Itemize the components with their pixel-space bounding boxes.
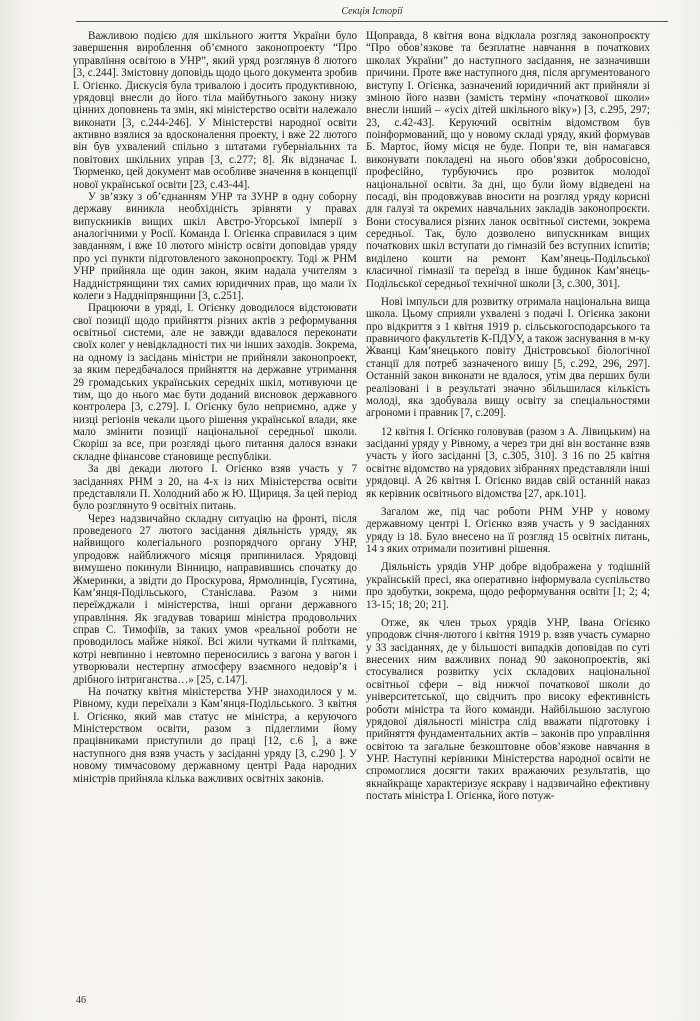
paragraph: Працюючи в уряді, І. Огієнку доводилося відстоювати свої позиції щодо прийняття різних актів з реформування освітньої системи, але не завжди вдавалося переконати своїх колег у невідкладності тих чи інших заходів. Зокрема, на одному із засідань міністри не прийняли законопроект, за яким передбачалося прийняття на державне утримання 29 громадських українських середніх шкіл, мотивуючи це тим, що до нього має бути доданий висновок державного контролера [3, с.279]. І. Огієнку було неприємно, адже у низці регіонів чекали цього рішення української влади, яке мало змінити позиції національної середньої школи. Скоріш за все, при розгляді цього питання далося взнаки складне фінансове становище республіки. [73,302,357,463]
paragraph: За дві декади лютого І. Огієнко взяв участь у 7 засіданнях РНМ з 20, на 4-х із них Міністерства освіти представляли П. Холодний або ж Ю. Щириця. За цей період було розглянуто 9 освітніх питань. [73,463,357,513]
running-header: Секція Історії [341,6,403,17]
paragraph: Важливою подією для шкільного життя України було завершення вироблення об’ємного законопроекту “Про управління освітою в УНР”, який уряд розглянув 8 лютого [3, с.244]. Змістовну доповідь щодо цього документа зробив І. Огієнко. Дискусія була тривалою і досить продуктивною, урядовці внесли до його тіла майбутнього закону низку цінних доповнень та змін, які міністерство освіти належало виконати [3, с.244-246]. У Міністерстві народної освіти активно взялися за вдосконалення проекту, і вже 22 лютого він був ухвалений спільно з штатами губернiальних та повітових шкільних управ [3, с.277; 8]. Як відзначає І. Тюрменко, цей документ мав особливе значення в концепції нової української освіти [23, с.43-44]. [73,30,357,191]
header-rule [76,21,668,22]
paragraph: Отже, як член трьох урядів УНР, Івана Огієнко упродовж січня-лютого і квітня 1919 р. взяв участь сумарно у 33 засіданнях, де у більшості випадків доповідав по суті внесених ним важливих понад 90 законопроектів, які стосувалися розвитку усіх складових національної освітньої сфери – від нижчої початкової школи до університетської, що свідчить про високу ефективність роботи міністра та його команди. Найбільшою заслугою урядової діяльності міністра слід вважати підготовку і прийняття фундаментальних актів – законів про управління освітою та загальне безкоштовне обов’язкове навчання в УНР. Наступні керівники Міністерства народної освіти не спромоглися досягти таких вражаючих результатів, що якнайкраще характеризує яскраву і надзвичайно ефективну постать міністра І. Огієнка, його потуж- [366,616,650,803]
right-text-column [366,30,650,803]
page-number: 46 [76,995,86,1006]
left-text-column [73,30,357,785]
paragraph: Діяльність урядів УНР добре відображена у тодішній українській пресі, яка оперативно інформувала суспільство про здобутки, зокрема, щодо реформування освіти [1; 2; 4; 13-15; 18; 20; 21]. [366,561,650,611]
paragraph: 12 квітня І. Огієнко головував (разом з А. Лівицьким) на засіданні уряду у Рівному, а через три дні він востаннє взяв участь у його засіданні [3, с.305, 310]. З 16 по 25 квітня освітнє відомство на урядових зібраннях представляли інші урядовці. А 26 квітня І. Огієнко видав свій останній наказ як керівник освітнього відомства [27, арк.101]. [366,425,650,500]
paragraph: Нові імпульси для розвитку отримала національна вища школа. Цьому сприяли ухвалені з подачі І. Огієнка закони про відкриття з 1 квітня 1919 р. сільськогосподарського та правничого факультетів К-ПДУУ, а також заснування в м-ку Жванці Кам’янецького повіту Дністровської біологічної станції для потреб зазначеного вишу [5, с.292, 296, 297]. Останній закон виконати не вдалося, утім два перших були реалізовані і в результаті значно збільшилася кількість молоді, яка здобувала вищу освіту за спеціальностями агрономи і правник [7, с.209]. [366,295,650,420]
paragraph: Загалом же, під час роботи РНМ УНР у новому державному центрі І. Огієнко взяв участь у 9 засіданнях уряду із 18. Було внесено на її розгляд 15 освітніх питань, 14 з яких отримали позитивні рішення. [366,505,650,555]
paragraph: Через надзвичайно складну ситуацію на фронті, після проведеного 27 лютого засідання діяльність уряду, як найвищого колегіального розпорядчого органу УНР, упродовж найближчого місяця припинилася. Урядовці вимушено покинули Вінницю, направившись спочатку до Жмеринки, а звідти до Проскурова, Ярмолинців, Гусятина, Кам’янця-Подільського, Станіслава. Разом з ними переїжджали і міністерства, інші органи державного управління. Як згадував товариш міністра продовольчих справ С. Тимофіїв, за таких умов «реальної роботи не проводилось майже ніякої. Всі жили чутками й плітками, котрі невпинно і невтомно переносились з вагона у вагон і утворювали нестерпну атмосферу взаємного недовір’я і дрібного інтриганства…» [25, с.147]. [73,512,357,686]
paragraph: На початку квітня міністерства УНР знаходилося у м. Рівному, куди переїхали з Кам’янця-Подільського. 3 квітня І. Огієнко, який мав статус не міністра, а керуючого Міністерством освіти, разом з підлеглими йому працівниками приступили до праці [12, с.6 ], а вже наступного дня взяв участь у засіданні уряду [3, с.290 ]. У новому тимчасовому державному центрі Рада народних міністрів прийняла кілька важливих освітніх законів. [73,685,357,785]
paragraph: Щоправда, 8 квітня вона відклала розгляд законопроєкту “Про обов’язкове та безплатне навчання в початкових школах України” до наступного засідання, не зазначивши причини. Проте вже наступного дня, після аргументованого виступу І. Огієнка, зазначений юридичний акт прийняли зі зміною його назви (замість терміну «початкової школи» внесли інший – «усіх дітей шкільного віку») [3, с.295, 297; 23, с.42-43]. Керуючий освітнім відомством був поінформований, що у новому складі уряду, який формував Б. Мартос, йому місця не буде. Попри те, він намагався виконувати покладені на нього обов’язки добросовісно, професійно, турбуючись про розвиток молодої національної освіти. За дні, що були йому відведені на посаді, він продовжував вносити на розгляд уряду корисні для галузі та окремих навчальних закладів законопроєкти. Вони стосувалися різних ланок освітньої системи, зокрема середньої. Так, було дозволено випускникам вищих початкових шкіл вступати до гімназій без вступних іспитів; виділено кошти на ремонт Кам’янець-Подільської класичної гімназії та переїзд в інше будинок Кам’янець-Подільської середньої технічної школи [3, с.300, 301]. [366,30,650,290]
paragraph: У зв’язку з об’єднанням УНР та ЗУНР в одну соборну державу виникла необхідність зрівняти у правах випускників вищих шкіл Австро-Угорської імперії з аналогічними у Росії. Команда І. Огієнка справилася з цим завданням, і вже 10 лютого міністр освіти доповідав уряду про усі пункти підготовленого законопроєкту. Тоді ж РНМ УНР прийняла ще один закон, яким надала учителям з Наддністрянщини тих самих юридичних прав, що мали їх колеги з Наддніпрянщини [3, с.251]. [73,190,357,302]
